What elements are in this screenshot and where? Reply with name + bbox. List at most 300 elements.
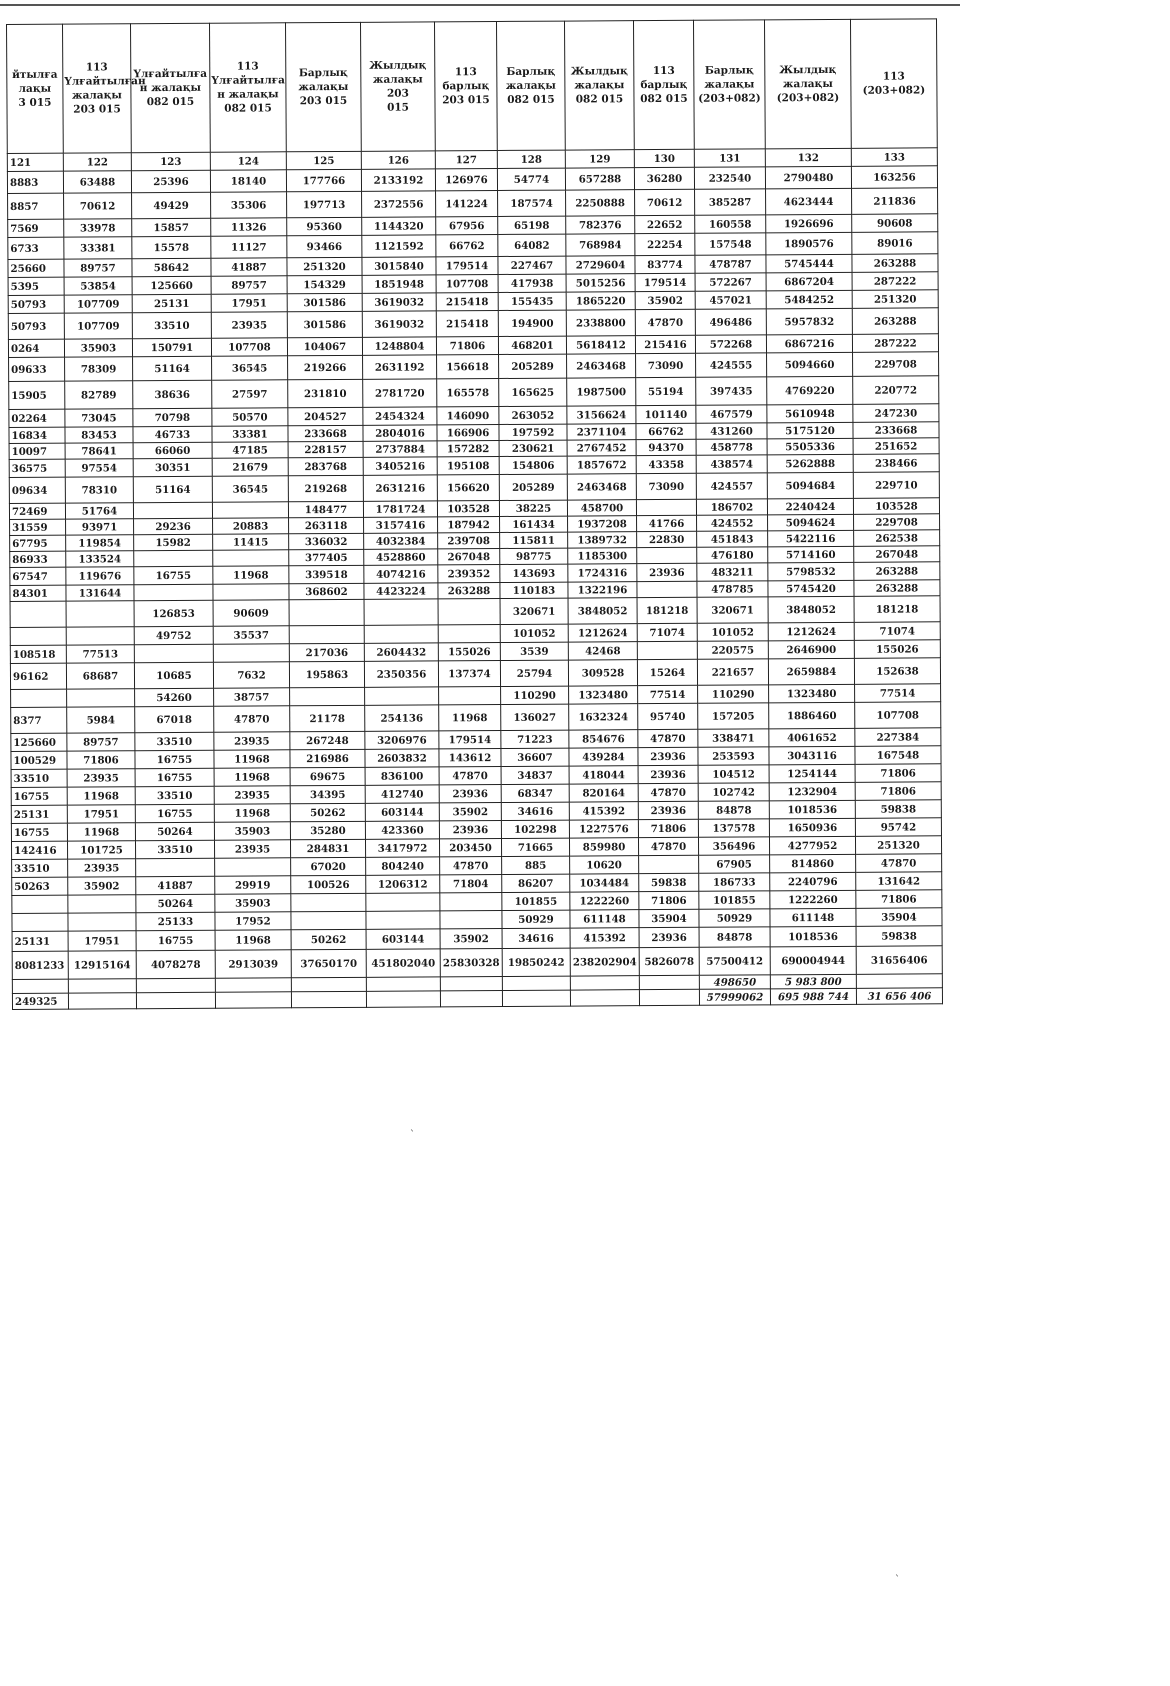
table-cell: 20883 <box>213 518 289 534</box>
table-cell: 205289 <box>499 354 567 378</box>
table-cell: 232540 <box>694 167 765 189</box>
table-cell: 17951 <box>68 931 136 951</box>
table-cell: 3405216 <box>363 457 437 475</box>
table-cell: 125 <box>286 151 361 169</box>
table-cell: 301586 <box>287 311 362 337</box>
table-cell: 107708 <box>211 338 287 356</box>
table-cell: 320671 <box>697 597 768 623</box>
column-header: Жылдық жалақы (203+082) <box>764 19 851 149</box>
table-cell: 02264 <box>9 409 65 427</box>
table-cell <box>68 979 136 993</box>
table-cell: 66060 <box>133 442 212 458</box>
table-cell: 5262888 <box>767 454 853 473</box>
table-cell: 5505336 <box>767 438 853 455</box>
table-cell: 229710 <box>853 472 939 499</box>
table-cell: 23936 <box>639 927 699 947</box>
table-cell: 4061652 <box>769 728 855 747</box>
table-cell: 1232904 <box>769 782 855 801</box>
table-cell: 33978 <box>64 219 132 237</box>
table-cell: 451843 <box>697 531 768 547</box>
table-cell: 301586 <box>287 293 362 311</box>
table-cell: 219266 <box>288 355 363 379</box>
table-cell: 10685 <box>134 662 213 688</box>
salary-table <box>6 18 943 1010</box>
table-cell: 35904 <box>639 909 699 927</box>
table-cell: 16755 <box>136 930 215 950</box>
table-cell: 690004944 <box>770 946 856 975</box>
table-cell <box>134 644 213 662</box>
table-cell: 2659884 <box>768 658 854 685</box>
table-cell: 21178 <box>290 705 365 731</box>
table-cell: 263052 <box>499 406 567 424</box>
table-cell: 38757 <box>214 688 290 706</box>
table-cell: 5714160 <box>768 546 854 563</box>
column-header: 113 барлық 203 015 <box>434 22 497 151</box>
table-cell <box>366 991 440 1007</box>
table-cell: 77513 <box>66 645 134 663</box>
table-cell: 17951 <box>67 805 135 823</box>
table-cell: 154329 <box>287 275 362 293</box>
table-cell <box>289 599 364 625</box>
table-cell: 309528 <box>568 660 637 686</box>
table-cell: 2729604 <box>566 256 635 274</box>
table-cell: 1323480 <box>569 686 638 704</box>
table-cell: 814860 <box>770 854 856 873</box>
table-cell: 320671 <box>500 598 568 624</box>
table-cell: 100526 <box>291 875 366 893</box>
table-cell: 1212624 <box>768 622 854 641</box>
table-cell: 695 988 744 <box>770 988 856 1005</box>
table-cell: 498650 <box>699 975 770 989</box>
table-cell: 11968 <box>439 704 501 730</box>
table-cell: 84878 <box>698 801 769 819</box>
table-cell: 251320 <box>287 257 362 275</box>
table-cell <box>366 911 440 929</box>
table-cell: 2913039 <box>215 950 291 978</box>
table-cell: 5094660 <box>767 352 853 377</box>
table-cell: 11968 <box>214 768 290 786</box>
table-cell: 71223 <box>501 730 569 748</box>
table-cell: 125660 <box>132 276 211 294</box>
table-cell: 458778 <box>696 439 767 455</box>
table-cell: 67905 <box>699 855 770 873</box>
table-cell: 104512 <box>698 765 769 783</box>
table-cell: 1248804 <box>362 337 436 355</box>
table-cell: 42468 <box>568 642 637 660</box>
table-cell: 233668 <box>853 422 939 439</box>
table-cell: 67020 <box>291 857 366 875</box>
table-cell: 423360 <box>365 821 439 839</box>
table-cell <box>440 892 502 910</box>
table-cell: 70798 <box>133 408 212 426</box>
table-cell: 50793 <box>8 313 64 339</box>
table-cell: 1206312 <box>366 875 440 893</box>
table-cell: 203450 <box>439 838 501 856</box>
table-cell: 187942 <box>438 516 500 532</box>
column-header: Жылдық жалақы 203 015 <box>360 22 435 151</box>
table-cell <box>856 974 942 989</box>
table-cell: 36607 <box>501 748 569 766</box>
table-cell: 216986 <box>290 749 365 767</box>
table-cell: 104067 <box>287 337 362 355</box>
table-cell: 1650936 <box>769 818 855 837</box>
table-cell: 215416 <box>635 335 695 353</box>
table-cell: 287222 <box>852 334 938 353</box>
table-cell: 155026 <box>438 642 500 660</box>
table-cell: 572268 <box>695 335 766 353</box>
table-cell: 36280 <box>634 167 694 189</box>
table-cell: 33381 <box>212 426 288 442</box>
column-header: 113 Үлғайтылған жалақы 203 015 <box>63 24 132 153</box>
table-cell: 611148 <box>570 910 639 928</box>
table-cell: 95742 <box>855 818 941 837</box>
column-header: 113 (203+082) <box>850 19 937 149</box>
table-cell: 251320 <box>855 836 941 855</box>
table-cell: 11968 <box>67 787 135 805</box>
table-cell: 205289 <box>499 474 567 500</box>
table-cell <box>66 627 134 645</box>
table-cell: 16755 <box>11 823 67 841</box>
table-cell: 2604432 <box>364 643 438 661</box>
table-cell: 197592 <box>499 424 567 440</box>
table-cell: 47870 <box>638 729 698 747</box>
table-cell: 5 983 800 <box>770 974 856 989</box>
table-cell: 412740 <box>365 785 439 803</box>
table-cell: 211836 <box>852 188 938 215</box>
table-cell: 215418 <box>436 292 498 310</box>
table-cell: 41766 <box>637 515 697 531</box>
table-cell: 70612 <box>635 189 695 215</box>
table-cell: 58642 <box>132 258 211 276</box>
table-cell <box>502 976 570 990</box>
table-cell: 2631216 <box>363 475 437 501</box>
table-cell: 126 <box>361 151 435 169</box>
table-cell: 424552 <box>697 515 768 531</box>
table-cell: 283768 <box>288 457 363 475</box>
column-header: йтылға лақы 3 015 <box>7 24 64 153</box>
table-cell: 103528 <box>853 498 939 515</box>
table-cell: 101052 <box>697 623 768 641</box>
table-cell: 3015840 <box>362 257 436 275</box>
table-cell <box>502 990 570 1006</box>
table-cell: 457021 <box>695 291 766 309</box>
column-header: Барлық жалақы 082 015 <box>496 21 565 150</box>
table-cell: 51764 <box>65 503 133 519</box>
table-cell: 95360 <box>287 217 362 235</box>
table-cell: 59838 <box>855 800 941 819</box>
table-cell: 143693 <box>500 564 568 582</box>
table-cell <box>68 913 136 931</box>
table-cell: 71074 <box>854 622 940 641</box>
table-cell: 2454324 <box>363 407 437 425</box>
table-cell: 263288 <box>438 582 500 598</box>
table-cell: 4769220 <box>767 376 853 405</box>
table-cell: 102298 <box>501 820 569 838</box>
table-cell: 181218 <box>854 596 940 623</box>
column-header: Барлық жалақы 203 015 <box>285 22 361 151</box>
table-cell: 131642 <box>856 872 942 891</box>
table-cell: 34616 <box>501 802 569 820</box>
table-cell: 68687 <box>66 663 134 689</box>
table-cell: 194900 <box>498 310 566 336</box>
table-cell: 165625 <box>499 378 567 406</box>
table-cell: 66762 <box>436 234 498 256</box>
table-cell: 126976 <box>435 169 497 191</box>
table-cell: 98775 <box>500 548 568 564</box>
table-cell: 35903 <box>215 894 291 912</box>
table-cell: 51164 <box>133 476 212 502</box>
table-cell <box>438 624 500 642</box>
table-cell: 125660 <box>11 733 67 751</box>
table-cell: 1987500 <box>567 378 636 406</box>
table-cell: 197713 <box>287 191 362 217</box>
column-header: 113 Үлғайтылға н жалақы 082 015 <box>209 23 286 152</box>
table-cell: 163256 <box>851 166 937 189</box>
table-cell: 4528860 <box>364 549 438 565</box>
table-cell: 3157416 <box>364 517 438 533</box>
table-cell: 21679 <box>212 458 288 476</box>
table-cell: 8857 <box>8 193 64 219</box>
table-cell: 2463468 <box>567 474 636 500</box>
table-cell: 262538 <box>854 530 940 547</box>
table-cell: 110290 <box>501 686 569 704</box>
table-cell: 165578 <box>437 378 499 406</box>
table-cell: 121 <box>7 153 63 171</box>
table-cell: 782376 <box>566 216 635 234</box>
table-cell: 3619032 <box>362 311 436 337</box>
table-cell: 54260 <box>135 688 214 706</box>
table-cell <box>639 855 699 873</box>
table-cell: 187574 <box>498 190 566 216</box>
table-cell: 2737884 <box>363 441 437 457</box>
table-cell <box>439 686 501 704</box>
table-cell: 263288 <box>852 308 938 335</box>
table-cell: 25131 <box>132 294 211 312</box>
table-cell: 71806 <box>855 782 941 801</box>
table-cell: 603144 <box>365 803 439 821</box>
table-cell: 5826078 <box>639 947 699 975</box>
table-cell: 37650170 <box>291 949 366 977</box>
table-cell <box>291 977 366 991</box>
table-cell: 110183 <box>500 582 568 598</box>
table-cell: 247230 <box>853 404 939 423</box>
table-cell: 101052 <box>500 624 568 642</box>
table-cell: 15905 <box>9 381 65 409</box>
table-cell: 267248 <box>290 731 365 749</box>
table-cell: 47870 <box>214 706 290 732</box>
table-cell: 33510 <box>135 786 214 804</box>
table-cell: 142416 <box>11 841 67 859</box>
table-cell: 263118 <box>289 517 364 533</box>
table-cell <box>440 910 502 928</box>
table-cell: 150791 <box>132 338 211 356</box>
table-cell: 29919 <box>215 876 291 894</box>
table-cell: 82789 <box>65 381 133 409</box>
table-cell: 17952 <box>215 912 291 930</box>
table-cell: 33381 <box>64 237 132 259</box>
table-cell: 804240 <box>366 857 440 875</box>
table-cell <box>11 689 67 707</box>
table-cell: 23936 <box>638 801 698 819</box>
table-cell: 57500412 <box>699 947 770 975</box>
table-cell: 417938 <box>498 274 566 292</box>
table-cell: 155026 <box>854 640 940 659</box>
table-cell: 19850242 <box>502 948 570 976</box>
table-cell: 35904 <box>856 908 942 927</box>
table-cell: 50264 <box>135 822 214 840</box>
table-cell: 25131 <box>12 931 68 951</box>
table-cell: 23936 <box>638 747 698 765</box>
table-cell: 157548 <box>695 233 766 255</box>
table-cell: 47870 <box>439 766 501 784</box>
table-cell: 1886460 <box>769 702 855 729</box>
table-cell: 50570 <box>212 408 288 426</box>
table-cell: 89757 <box>211 276 287 294</box>
table-cell: 35306 <box>211 192 287 218</box>
table-cell: 35902 <box>439 802 501 820</box>
table-cell: 31559 <box>10 519 66 535</box>
table-cell: 166906 <box>437 424 499 440</box>
table-cell: 110290 <box>698 685 769 703</box>
table-cell: 5422116 <box>768 530 854 547</box>
table-cell: 65198 <box>498 216 566 234</box>
top-edge-line <box>0 4 960 6</box>
table-cell: 47870 <box>440 856 502 874</box>
table-cell <box>438 598 500 624</box>
table-cell: 128 <box>497 150 565 168</box>
table-cell: 23935 <box>211 312 287 338</box>
table-cell: 137374 <box>438 660 500 686</box>
table-cell: 611148 <box>770 908 856 927</box>
table-cell: 284831 <box>290 839 365 857</box>
table-cell: 11968 <box>214 804 290 822</box>
table-cell: 71806 <box>639 891 699 909</box>
table-cell: 8377 <box>11 707 67 733</box>
table-cell: 836100 <box>365 767 439 785</box>
table-cell: 217036 <box>289 643 364 661</box>
table-cell: 107708 <box>436 274 498 292</box>
table-cell: 71665 <box>501 838 569 856</box>
table-cell: 1937208 <box>568 516 637 532</box>
table-cell: 476180 <box>697 547 768 563</box>
table-cell: 23935 <box>214 786 290 804</box>
table-cell: 23935 <box>214 732 290 750</box>
table-cell <box>440 976 502 990</box>
table-cell <box>10 627 66 645</box>
table-cell: 131 <box>694 149 765 167</box>
table-cell: 15982 <box>134 534 213 550</box>
table-cell: 1323480 <box>769 684 855 703</box>
table-cell: 157282 <box>437 440 499 456</box>
table-cell: 33510 <box>11 769 67 787</box>
table-cell <box>289 625 364 643</box>
table-cell <box>68 895 136 913</box>
table-cell: 161434 <box>500 516 568 532</box>
table-cell: 43358 <box>636 455 696 473</box>
table-cell: 186702 <box>696 499 767 515</box>
table-body <box>7 148 942 1010</box>
table-cell: 3848052 <box>768 596 854 623</box>
table-cell: 86933 <box>10 551 66 567</box>
table-cell: 483211 <box>697 563 768 581</box>
table-cell: 1724316 <box>568 564 637 582</box>
table-cell: 23936 <box>637 563 697 581</box>
table-cell: 50929 <box>502 910 570 928</box>
table-cell: 338471 <box>698 729 769 747</box>
table-cell: 16755 <box>135 768 214 786</box>
column-header: Үлғайтылға н жалақы 082 015 <box>131 23 211 152</box>
table-cell: 233668 <box>288 425 363 441</box>
table-cell: 2372556 <box>362 191 436 217</box>
table-cell: 7632 <box>213 662 289 688</box>
table-cell: 418044 <box>569 766 638 784</box>
table-cell: 115811 <box>500 532 568 548</box>
table-cell: 4623444 <box>766 188 852 215</box>
table-cell: 36575 <box>9 459 65 477</box>
table-cell: 885 <box>502 856 570 874</box>
table-cell: 4423224 <box>364 583 438 599</box>
table-cell: 1926696 <box>766 214 852 233</box>
table-cell: 267048 <box>438 548 500 564</box>
table-cell <box>291 893 366 911</box>
table-cell: 5798532 <box>768 562 854 581</box>
table-cell <box>639 989 699 1005</box>
table-cell: 22254 <box>635 233 695 255</box>
table-cell: 77514 <box>855 684 941 703</box>
table-cell: 41887 <box>211 258 287 276</box>
table-cell: 89757 <box>64 259 132 277</box>
table-cell: 73045 <box>65 409 133 427</box>
table-cell: 2133192 <box>361 169 435 191</box>
table-cell: 177766 <box>286 169 361 191</box>
table-cell: 132 <box>765 148 851 167</box>
table-cell: 146090 <box>437 406 499 424</box>
table-cell: 47870 <box>638 837 698 855</box>
table-cell: 478787 <box>695 255 766 273</box>
table-cell <box>215 992 291 1008</box>
table-cell: 1865220 <box>566 292 635 310</box>
table-cell: 34837 <box>501 766 569 784</box>
table-cell: 215418 <box>436 310 498 336</box>
table-cell: 1034484 <box>570 874 639 892</box>
table-cell: 251652 <box>853 438 939 455</box>
table-cell: 263288 <box>852 254 938 273</box>
table-cell: 657288 <box>565 168 634 190</box>
table-cell <box>290 687 365 705</box>
table-cell: 35902 <box>440 928 502 948</box>
table-cell: 129 <box>565 150 634 168</box>
table-cell: 204527 <box>288 407 363 425</box>
table-cell: 339518 <box>289 565 364 583</box>
table-cell: 0264 <box>8 339 64 357</box>
table-cell: 254136 <box>365 705 439 731</box>
table-cell <box>213 550 289 566</box>
table-cell: 93466 <box>287 235 362 257</box>
table-cell: 100529 <box>11 751 67 769</box>
table-cell: 5484252 <box>766 290 852 309</box>
table-cell: 238202904 <box>570 948 639 976</box>
table-cell: 12915164 <box>68 951 136 979</box>
table-cell: 221657 <box>697 659 768 685</box>
table-cell: 143612 <box>439 748 501 766</box>
table-cell: 229708 <box>854 514 940 531</box>
table-cell: 31 656 406 <box>856 988 942 1005</box>
table-cell: 179514 <box>635 273 695 291</box>
table-cell: 67018 <box>135 706 214 732</box>
table-cell: 181218 <box>637 597 697 623</box>
table-cell <box>291 911 366 929</box>
table-cell: 136027 <box>501 704 569 730</box>
